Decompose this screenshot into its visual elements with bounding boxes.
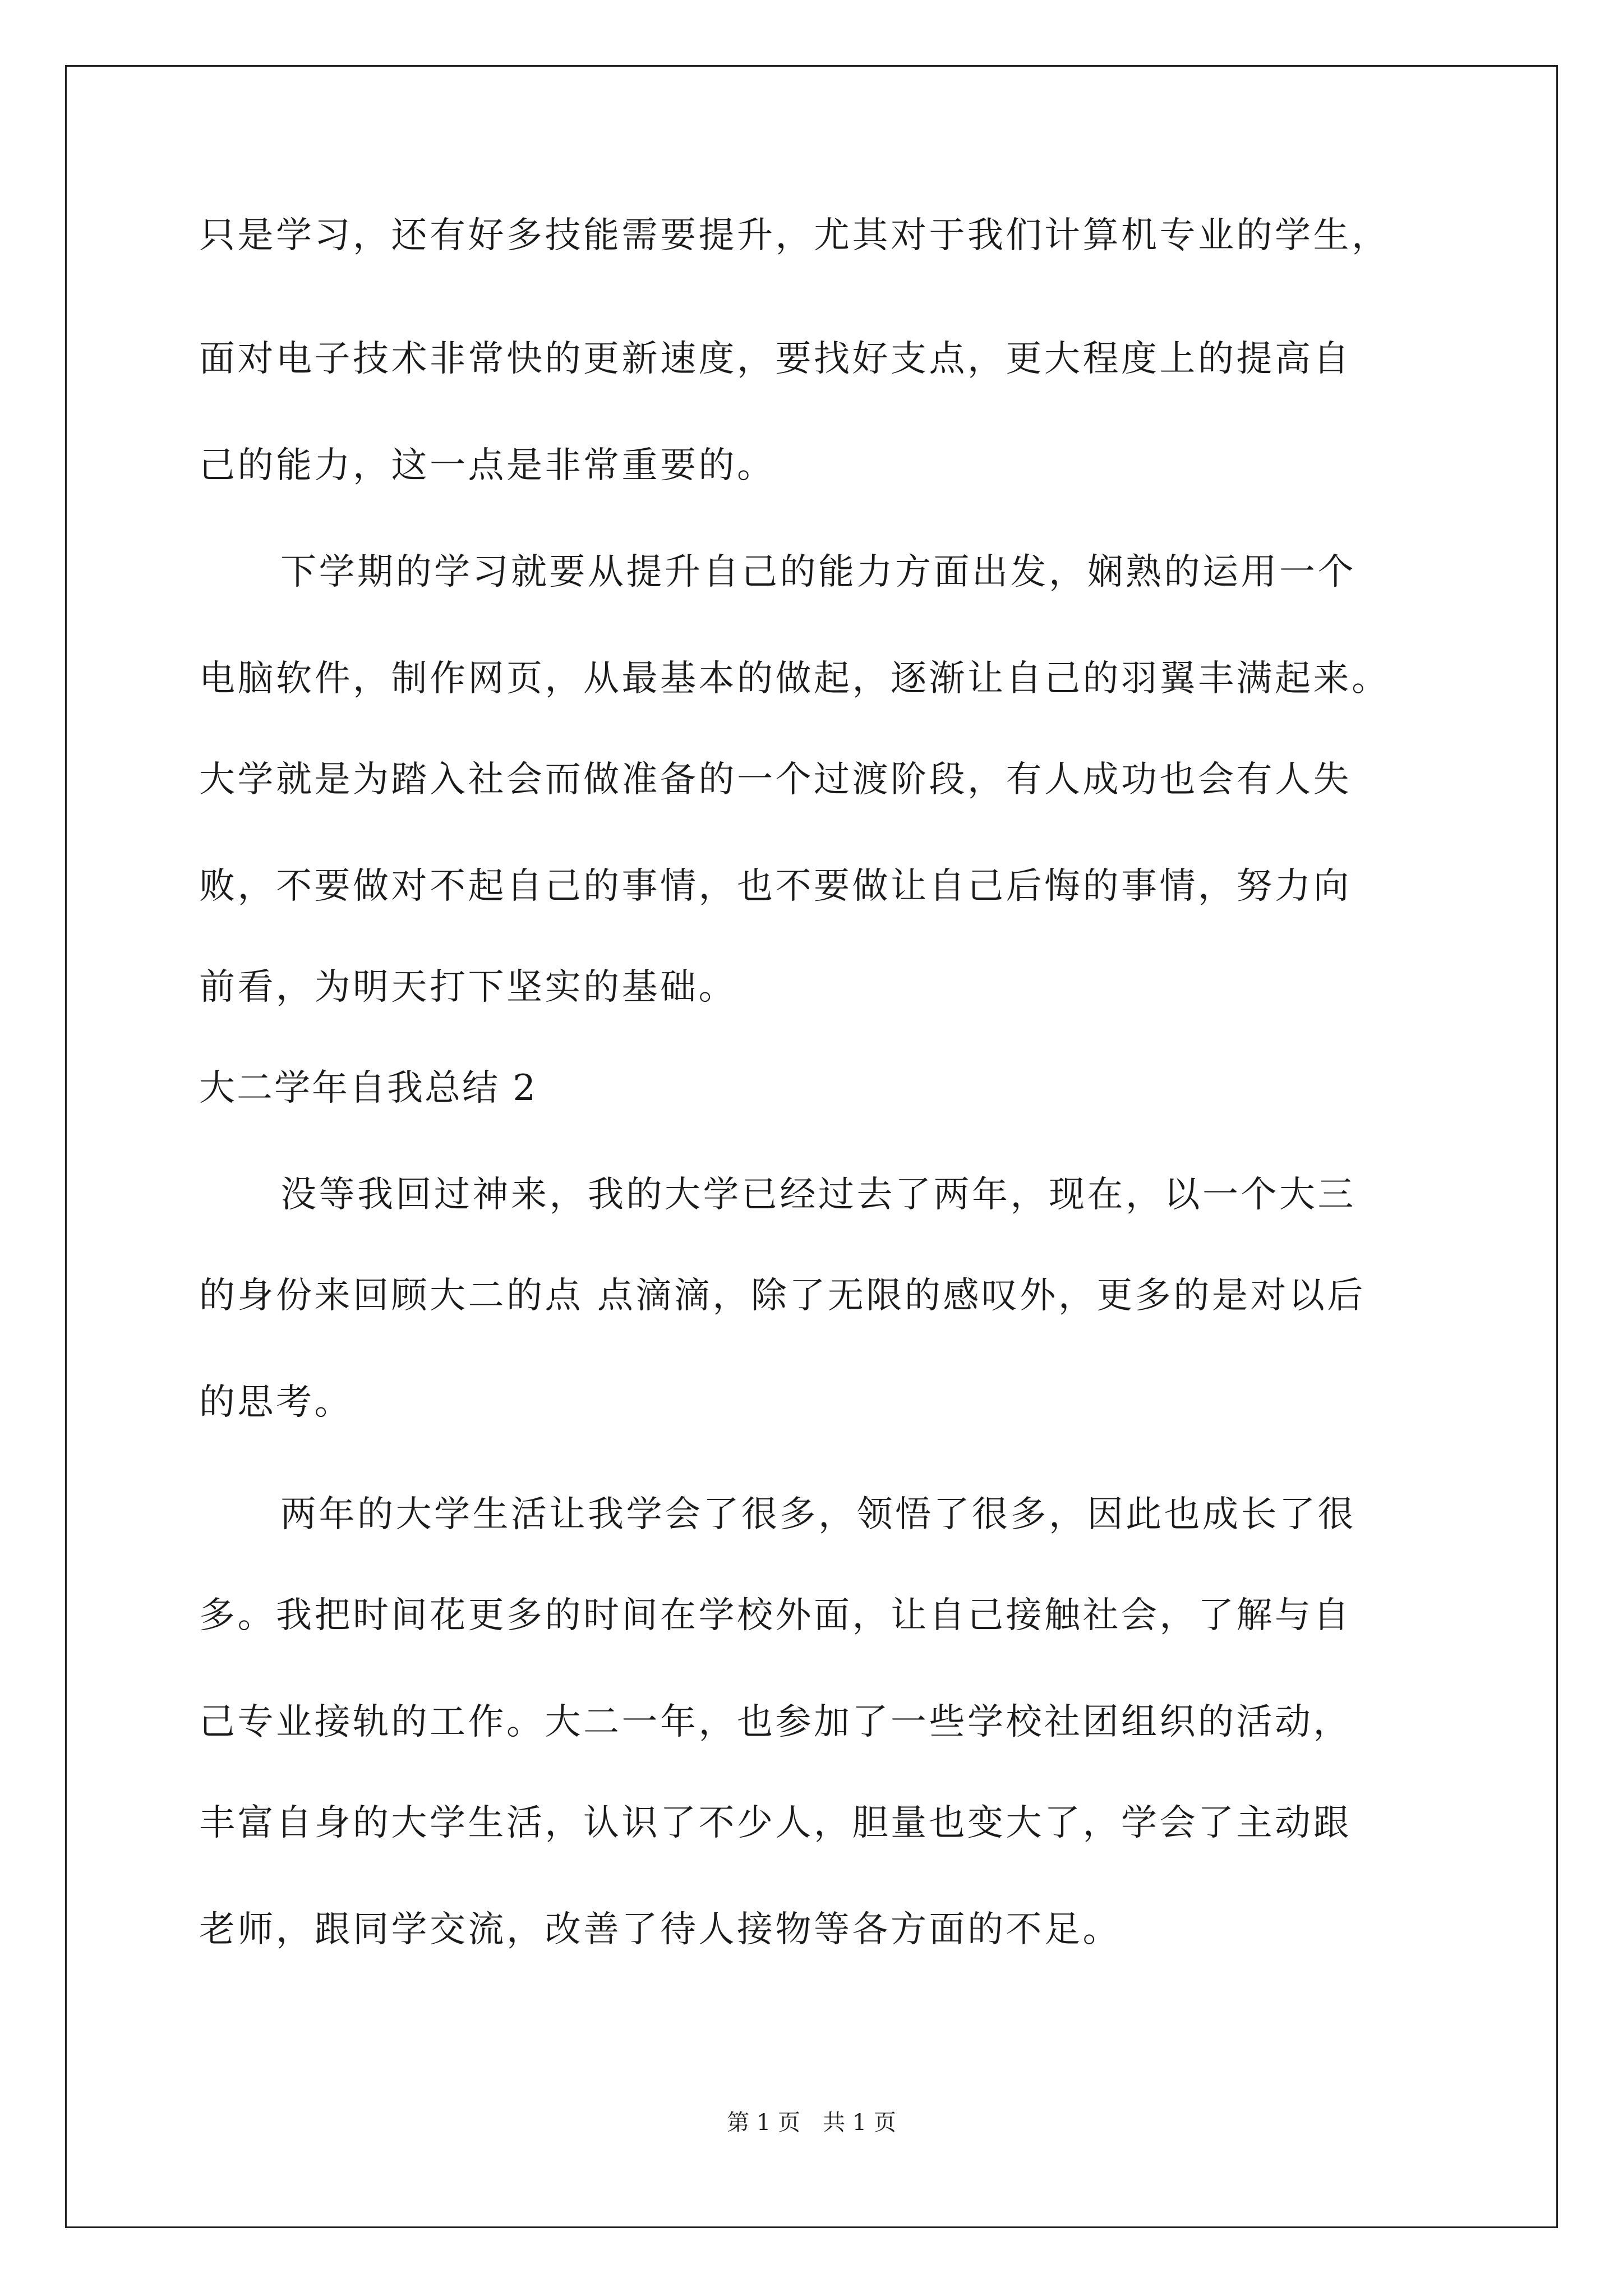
text-line: 大学就是为踏入社会而做准备的一个过渡阶段，有人成功也会有人失 <box>199 759 1352 800</box>
text-line: 己专业接轨的工作。大二一年，也参加了一些学校社团组织的活动， <box>199 1701 1352 1743</box>
paragraph-first-line: 两年的大学生活让我学会了很多，领悟了很多，因此也成长了很 <box>280 1494 1356 1535</box>
text-line: 的身份来回顾大二的点 点滴滴，除了无限的感叹外，更多的是对以后 <box>199 1275 1366 1317</box>
paragraph-first-line: 下学期的学习就要从提升自己的能力方面出发，娴熟的运用一个 <box>280 551 1356 593</box>
text-line: 电脑软件，制作网页，从最基本的做起，逐渐让自己的羽翼丰满起来。 <box>199 658 1390 700</box>
text-line: 多。我把时间花更多的时间在学校外面，让自己接触社会，了解与自 <box>199 1595 1352 1636</box>
text-line: 只是学习，还有好多技能需要提升，尤其对于我们计算机专业的学生， <box>199 215 1390 256</box>
text-line: 老师，跟同学交流，改善了待人接物等各方面的不足。 <box>199 1909 1121 1950</box>
text-line: 面对电子技术非常快的更新速度，要找好支点，更大程度上的提高自 <box>199 338 1352 380</box>
section-heading: 大二学年自我总结 2 <box>199 1068 538 1109</box>
page-footer: 第 1 页 共 1 页 <box>727 2110 896 2136</box>
paragraph-first-line: 没等我回过神来，我的大学已经过去了两年，现在，以一个大三 <box>280 1174 1356 1216</box>
text-line: 败，不要做对不起自己的事情，也不要做让自己后悔的事情，努力向 <box>199 866 1352 907</box>
text-line: 己的能力，这一点是非常重要的。 <box>199 445 776 486</box>
text-line: 的思考。 <box>199 1382 353 1423</box>
text-line: 丰富自身的大学生活，认识了不少人，胆量也变大了，学会了主动跟 <box>199 1802 1352 1844</box>
page-border <box>65 65 1558 2228</box>
text-line: 前看，为明天打下坚实的基础。 <box>199 967 737 1008</box>
